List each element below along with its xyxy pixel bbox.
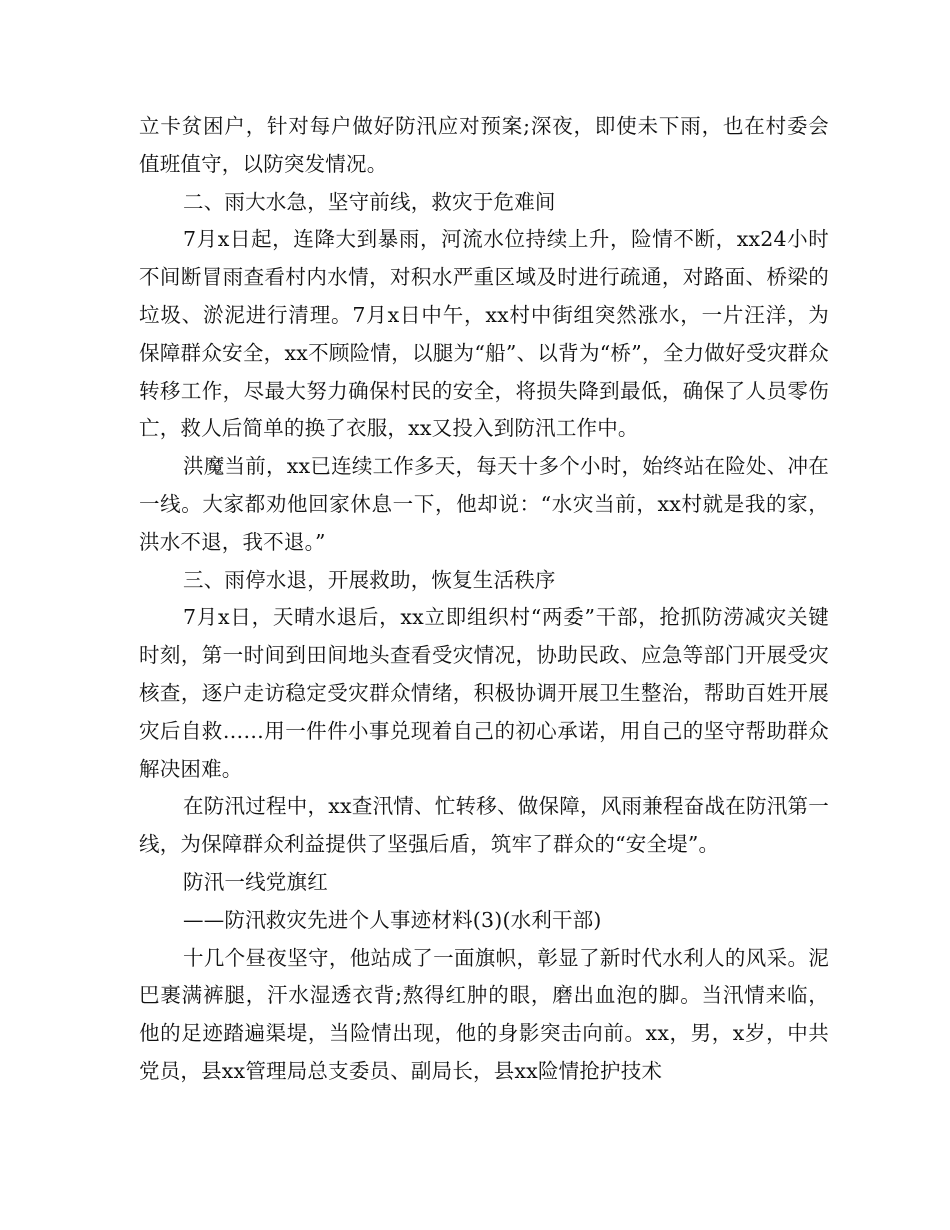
paragraph-7: 在防汛过程中，xx查汛情、忙转移、做保障，风雨兼程奋战在防汛第一线，为保障群众利益提供了坚强后盾，筑牢了群众的“安全堤”。 <box>139 794 829 857</box>
paragraph-10: 十几个昼夜坚守，他站成了一面旗帜，彰显了新时代水利人的风采。泥巴裹满裤腿，汗水湿透衣背;熬得红肿的眼，磨出血泡的脚。当汛情来临，他的足迹踏遍渠堤，当险情出现，他的身影突击向前。xx，男，x岁，中共党员，县xx管理局总支委员、副局长，县xx险情抢护技术 <box>139 945 829 1083</box>
paragraph-6: 7月x日，天晴水退后，xx立即组织村“两委”干部，抢抓防涝减灾关键时刻，第一时间到田间地头查看受灾情况，协助民政、应急等部门开展受灾核查，逐户走访稳定受灾群众情绪，积极协调开展卫生整治，帮助百姓开展灾后自救……用一件件小事兑现着自己的初心承诺，用自己的坚守帮助群众解决困难。 <box>139 605 829 781</box>
article-title: 防汛一线党旗红 <box>183 869 328 894</box>
article-subtitle: ——防汛救灾先进个人事迹材料(3)(水利干部) <box>183 907 602 932</box>
paragraph-3: 7月x日起，连降大到暴雨，河流水位持续上升，险情不断，xx24小时不间断冒雨查看村内水情，对积水严重区域及时进行疏通，对路面、桥梁的垃圾、淤泥进行清理。7月x日中午，xx村中街组突然涨水，一片汪洋，为保障群众安全，xx不顾险情，以腿为“船”、以背为“桥”，全力做好受灾群众转移工作，尽最大努力确保村民的安全，将损失降到最低，确保了人员零伤亡，救人后简单的换了衣服，xx又投入到防汛工作中。 <box>139 227 829 441</box>
document-body <box>139 108 829 1091</box>
section-heading-3: 三、雨停水退，开展救助，恢复生活秩序 <box>183 567 556 592</box>
paragraph-4: 洪魔当前，xx已连续工作多天，每天十多个小时，始终站在险处、冲在一线。大家都劝他回家休息一下，他却说：“水灾当前，xx村就是我的家，洪水不退，我不退。” <box>139 454 829 554</box>
paragraph-1: 立卡贫困户，针对每户做好防汛应对预案;深夜，即使未下雨，也在村委会值班值守，以防突发情况。 <box>139 114 829 176</box>
section-heading-2: 二、雨大水急，坚守前线，救灾于危难间 <box>183 189 556 214</box>
